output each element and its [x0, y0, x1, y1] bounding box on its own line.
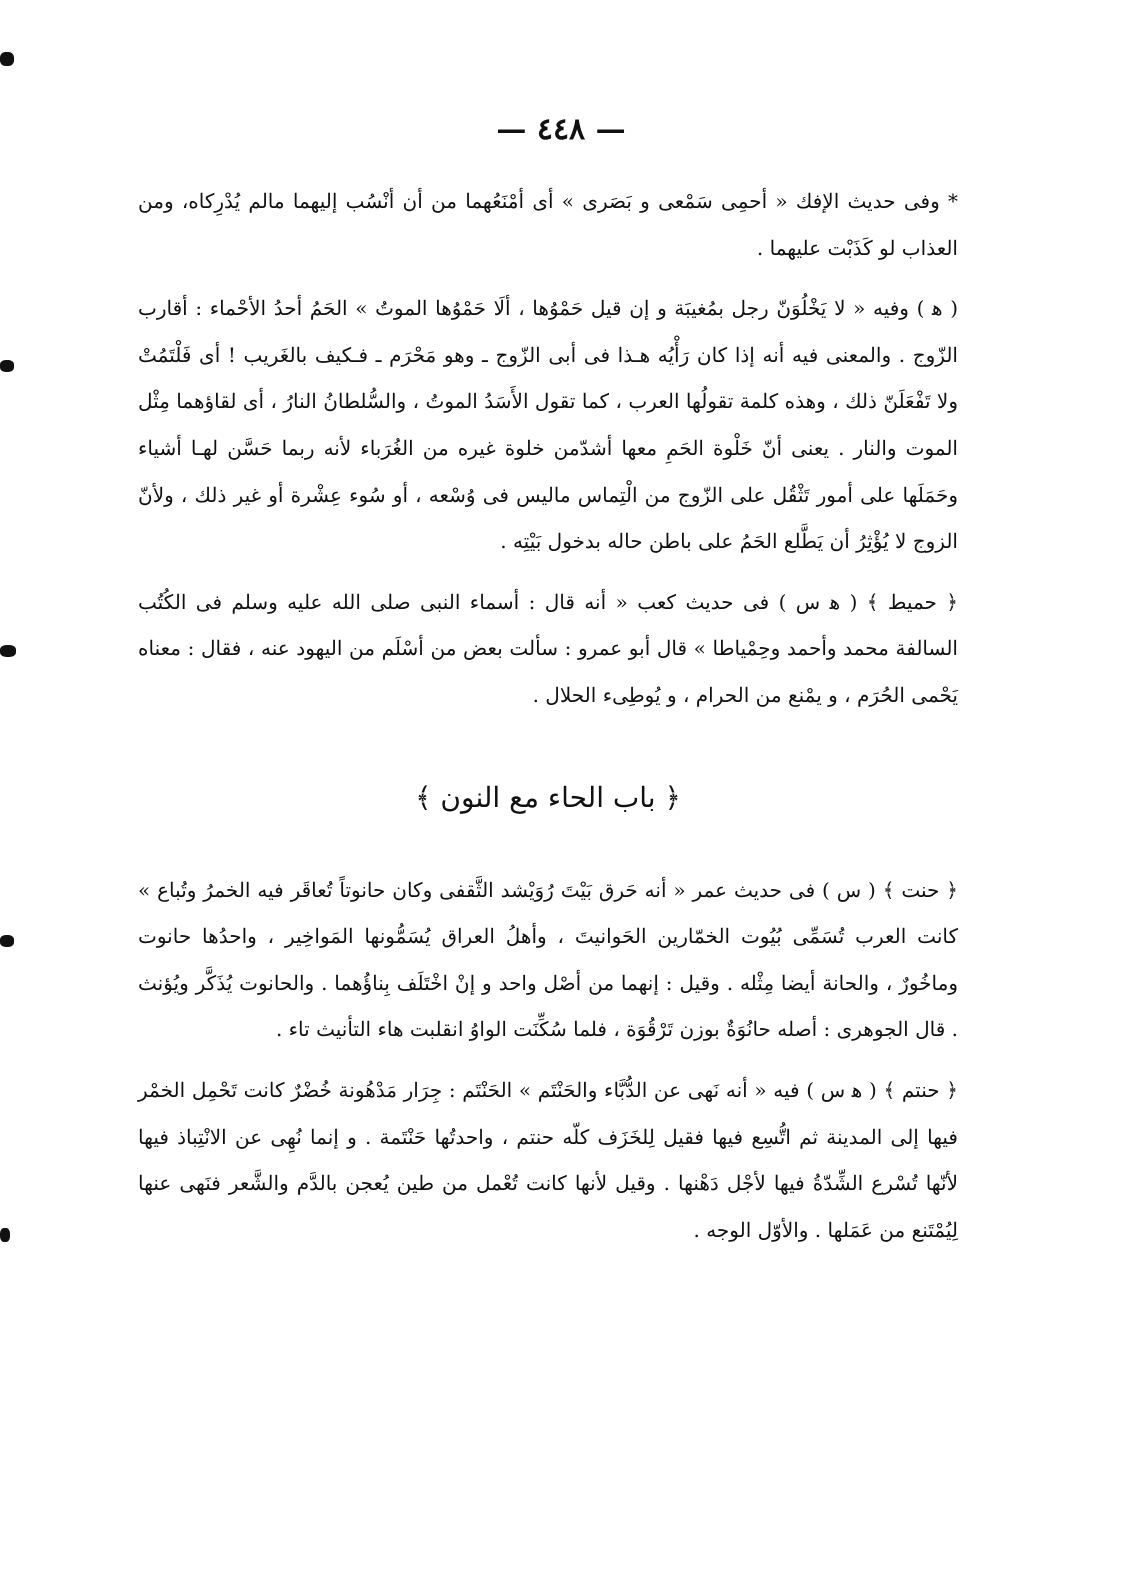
paragraph-hantam: ﴿ حنتم ﴾ ( ﻫ س ) فيه « أنه نَهى عن الدُّبَّاء والحَنْتَم » الحَنْتَم : جِرَار مَدْهُونة خُضْرٌ كانت تَحْمِل الخمْر فيها إلى المدينة ثم اتُّسِع فيها فقيل لِلخَزَف كلّه حنتم ، واحدتُها حَنْتَمة . و إنما نُهِى عن الانْتِباذ فيها لأنّها تُسْرع الشِّدّةُ فيها لأجْل دَهْنها . وقيل لأنها كانت تُعْمل من طين يُعجن بالدَّم والشَّعر فنَهى عنها لِيُمْتَنع من عَمَلها . والأوّل الوجه .	[138, 1077, 958, 1242]
scan-mark	[0, 645, 16, 657]
scan-mark	[0, 935, 14, 947]
paragraph-hamu: ( ﻫ ) وفيه « لا يَخْلُوَنّ رجل بمُغيبَة و إن قيل حَمْوُها ، ألَا حَمْوُها الموتُ » الحَمُ أحدُ الأحْماء : أقارب الزّوج . والمعنى فيه أنه إذا كان رَأْيُه هـذا فى أبى الزّوج ـ وهو مَحْرَم ـ فـكيف بالغَريب ! أى فَلْتَمُتْ ولا تَفْعَلَنّ ذلك ، وهذه كلمة تقولُها العرب ، كما تقول الأَسَدُ الموتُ ، والسُّلطانُ النارُ ، أى لقاؤهما مِثْل الموت والنار . يعنى أنّ خَلْوة الحَمِ معها أشدّمن خلوة غيره من الغُرَباء لأنه ربما حَسَّن لهـا أشياء وحَمَلَها على أمور تَثْقُل على الزّوج من الْتِماس ماليس فى وُسْعه ، أو سُوء عِشْرة أو غير ذلك ، ولأنّ الزوج لا يُؤْثِرُ أن يَطَّلع الحَمُ على باطن حاله بدخول بَيْتِه .	[138, 296, 958, 554]
page-content	[138, 178, 958, 1253]
scan-mark	[0, 360, 14, 372]
paragraph-hamit: ﴿ حميط ﴾ ( ﻫ س ) فى حديث كعب « أنه قال : أسماء النبى صلى الله عليه وسلم فى الكُتُب السالفة محمد وأحمد وحِمْياطا » قال أبو عمرو : سألت بعض من أسْلَم من اليهود عنه ، فقال : معناه يَحْمى الحُرَم ، و يمْنع من الحرام ، و يُوطِىء الحلال .	[138, 589, 959, 707]
page-number: — ٤٤٨ —	[496, 112, 626, 147]
chapter-heading: ﴿ باب الحاء مع النون ﴾	[415, 780, 681, 814]
scan-mark	[0, 1228, 10, 1242]
paragraph-hanut: ﴿ حنت ﴾ ( س ) فى حديث عمر « أنه حَرق بَيْتَ رُوَيْشد الثَّقفى وكان حانوتاً تُعاقَر فيه الخمرُ وتُباع » كانت العرب تُسَمِّى بُيُوت الخمّارين الحَوانيتَ ، وأهلُ العراق يُسَمُّونها المَواخِير ، واحدُها حانوت وماخُورٌ ، والحانة أيضا مِثْله . وقيل : إنهما من أصْل واحد و إنْ اخْتَلَف بِناؤُهما . والحانوت يُذَكَّر ويُؤنث . قال الجوهرى : أصله حانُوَةٌ بوزن تَرْقُوَة ، فلما سُكِّنَت الواوُ انقلبت هاء التأنيث تاء .	[138, 877, 958, 1042]
paragraph-ifk: * وفى حديث الإفك « أحمِى سَمْعى و بَصَرى » أى أمْنَعُهما من أن أنْسُب إليهما مالم يُدْرِكاه، ومن العذاب لو كَذَبْت عليهما .	[138, 189, 958, 260]
scan-mark	[0, 52, 14, 66]
